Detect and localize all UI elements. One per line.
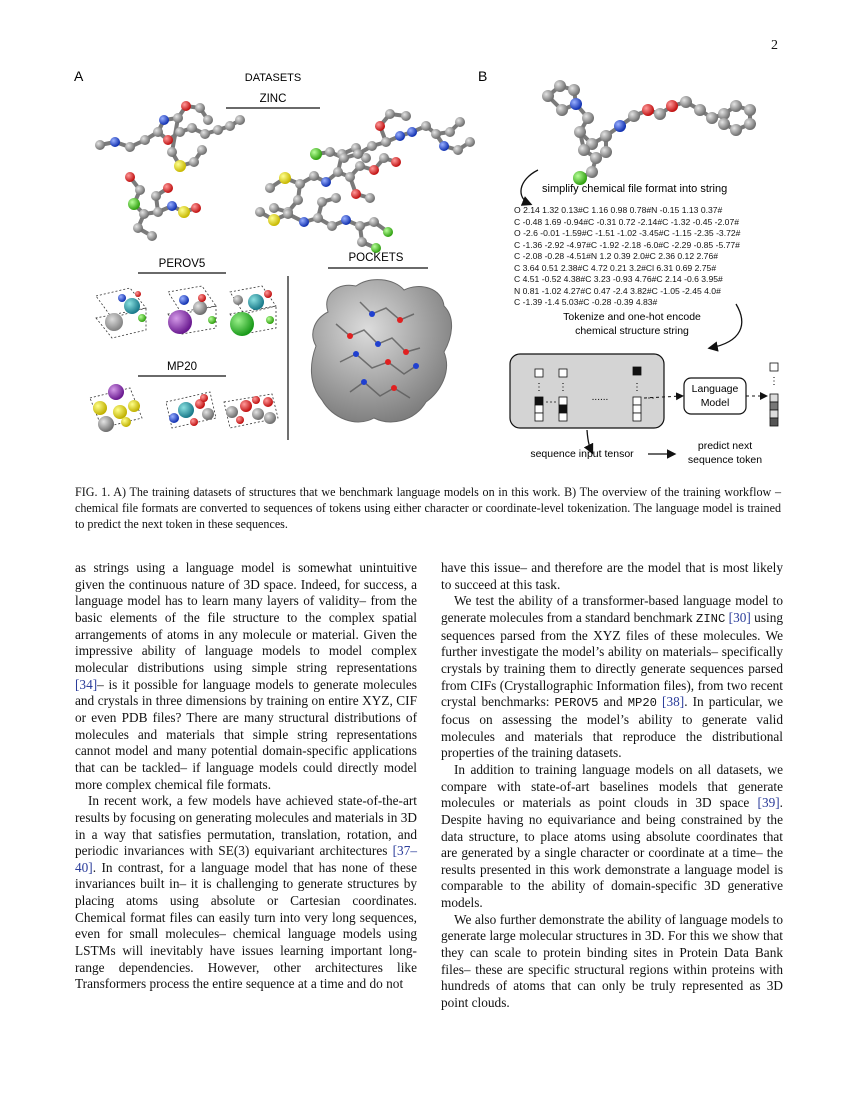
panel-b-label: B xyxy=(478,68,488,84)
mp20-label: MP20 xyxy=(166,361,198,373)
citation-link[interactable]: [37–40] xyxy=(75,843,417,875)
pockets-label: POCKETS xyxy=(348,252,404,264)
citation-link[interactable]: [30] xyxy=(728,609,751,625)
figure-caption: FIG. 1. A) The training datasets of structures that we benchmark language models on in this work. B) The overview of the training workflow – chemical file formats are converted to sequences of tokens using either character or coordinate-level tokenization. The language model is trained to predict the next token in these sequences. xyxy=(75,485,781,532)
tensor-hdots: ...... xyxy=(591,392,609,403)
token-line: C 3.64 0.51 2.38#C 4.72 0.21 3.2#Cl 6.31 0.69 2.75# xyxy=(514,262,717,273)
pocket-surface xyxy=(311,280,451,422)
paragraph: We also further demonstrate the ability of language models to generate large molecular structures in 3D. For this we show that they can scale to protein binding sites in Protein Data Bank files– these are specific structural regions within proteins with hundreds of atoms that can only be truly represented as 3D point clouds. xyxy=(441,911,783,1011)
seq-input-label: sequence input tensor xyxy=(530,448,634,460)
perov5-label: PEROV5 xyxy=(158,258,206,270)
zinc-label: ZINC xyxy=(259,93,287,105)
tensor-vdots-3: ⋮ xyxy=(632,382,642,393)
paragraph: as strings using a language model is somewhat unintuitive given the continuous nature of 3D space. Indeed, for success, a language model has to learn many layers of validity– from the basic elements of the file structure to the complex spatial arrangements of atoms in any molecule or material. Given the impressive ability of language models to model complex molecular distributions using simple string representations [34]– is it possible for language models to generate molecules and crystals in three dimensions by training on entire XYZ, CIF or even PDB files? There are many structural distributions of molecules and materials that simple string representations cannot model and many potential domain-specific applications that can be tackled– if language models could directly model more complex chemical file formats. xyxy=(75,560,417,792)
token-line: C -0.48 1.69 -0.94#C -0.31 0.72 -2.14#C -1.32 -0.45 -2.07# xyxy=(514,216,740,227)
dataset-name: MP20 xyxy=(627,696,657,711)
panel-b-molecule xyxy=(542,80,756,185)
mp20-crystals xyxy=(90,384,278,432)
paragraph: have this issue– and therefore are the model that is most likely to succeed at this task. xyxy=(441,560,783,592)
tensor-vdots-2: ⋮ xyxy=(558,382,568,393)
citation-link[interactable]: [39] xyxy=(757,795,780,811)
perov5-crystals xyxy=(96,286,276,338)
zinc-atoms xyxy=(95,101,475,253)
token-line: C 4.51 -0.52 4.38#C 3.23 -0.93 4.76#C 2.14 -0.6 3.95# xyxy=(514,274,723,284)
token-line: C -1.36 -2.92 -4.97#C -1.92 -2.18 -6.0#C -2.29 -0.85 -5.77# xyxy=(514,239,740,250)
tokenize-line1: Tokenize and one-hot encode xyxy=(563,311,701,323)
lm-line2: Model xyxy=(700,397,730,409)
paragraph: In recent work, a few models have achieved state-of-the-art results by focusing on generating molecules and materials in 3D in a way that satisfies permutation, translation, rotation, and periodic invariances with SE(3) equivariant architectures [37–40]. In contrast, for a language model that has none of these invariances built in– it is challenging to generate structures by placing atoms using absolute or Cartesian coordinates. Chemical format files can easily turn into very long sequences, even for small molecules– chemical language models using LSTMs will inevitably have issues learning important long-range dependencies. However, other architectures like Transformers process the entire sequence at a time and do not xyxy=(75,793,417,992)
coordinate-token-string xyxy=(514,205,799,309)
left-column xyxy=(75,560,417,993)
predict-line1: predict next xyxy=(697,440,753,452)
token-line: N 0.81 -1.02 4.27#C 0.47 -2.4 3.82#C -1.05 -2.45 4.0# xyxy=(514,285,721,296)
figure-1 xyxy=(60,62,790,482)
panel-a-label: A xyxy=(74,68,84,84)
paragraph: In addition to training language models on all datasets, we compare with state-of-art baselines models that generate molecules or materials as point clouds in 3D space [39]. Despite having no equivariance and being constrained by the data structure, to place atoms using absolute coordinates that are generated by a single character or coordinate at a time– the results presented in this work demonstrate a language model is comparable to the ability of domain-specific 3D generative models. xyxy=(441,761,783,911)
dataset-name: PEROV5 xyxy=(554,696,599,711)
lm-line1: Language xyxy=(691,383,739,395)
page-number: 2 xyxy=(771,38,778,53)
tensor-vdots-1: ⋮ xyxy=(534,382,544,393)
token-line: C -2.08 -0.28 -4.51#N 1.2 0.39 2.0#C 2.36 0.12 2.76# xyxy=(514,251,719,261)
tokenize-line2: chemical structure string xyxy=(575,325,689,337)
right-column xyxy=(441,560,783,1012)
output-vdots: ⋮ xyxy=(769,376,779,387)
dataset-name: ZINC xyxy=(696,611,726,626)
token-line: O -2.6 -0.01 -1.59#C -1.51 -1.02 -3.45#C -1.15 -2.35 -3.72# xyxy=(514,228,741,238)
output-token xyxy=(770,363,778,426)
paragraph: We test the ability of a transformer-based language model to generate molecules from a standard benchmark ZINC [30] using sequences parsed from the XYZ files of these molecules. We further investigate the model’s ability on materials– specifically crystals by training them to directly generate sequences parsed from CIFs (Crystallographic Information files), from two recent crystal benchmarks: PEROV5 and MP20 [38]. In particular, we focus on assessing the model’s ability to generate valid molecules and materials that reproduce the distributional properties of the training datasets. xyxy=(441,593,783,761)
predict-line2: sequence token xyxy=(687,454,763,466)
citation-link[interactable]: [34] xyxy=(75,676,98,692)
datasets-title: DATASETS xyxy=(244,72,302,84)
citation-link[interactable]: [38] xyxy=(662,694,685,710)
simplify-text: simplify chemical file format into string xyxy=(542,183,728,195)
token-line: C -1.39 -1.4 5.03#C -0.28 -0.39 4.83# xyxy=(514,297,658,307)
token-line: O 2.14 1.32 0.13#C 1.16 0.98 0.78#N -0.15 1.13 0.37# xyxy=(514,205,723,215)
